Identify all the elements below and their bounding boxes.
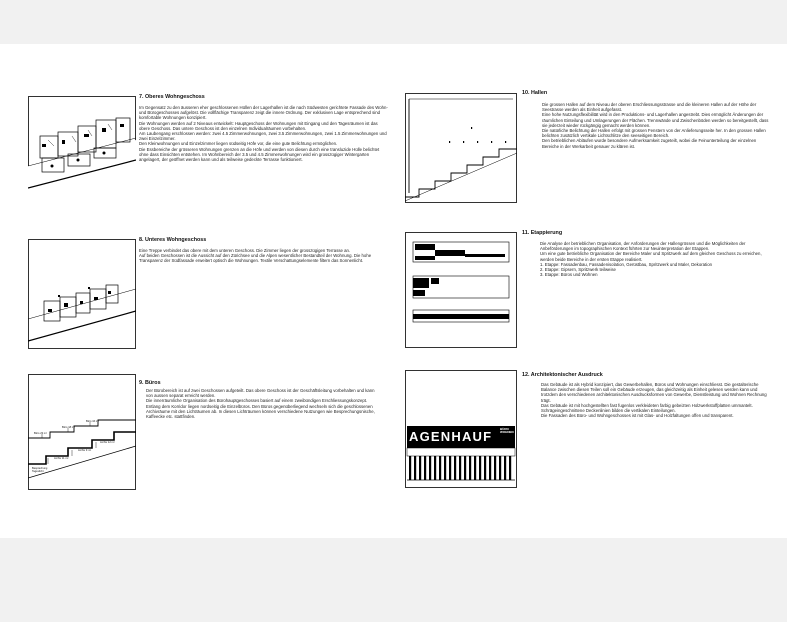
paragraph: Entlang dem Korridor liegen nordseitig die Einzelbüros. Den Büros gegenüberliegend wechseln sich die geschlossenen Archivräume mit den Lichträumen ab. In diesen Lichträumen können verschiedene Nutzungen wie Besprechungsnische, Kaffeecke etc. stattfinden. bbox=[146, 403, 375, 420]
paragraph: Den betrieblichen Abläufen wurde besondere Aufmerksamkeit zugeteilt, wobei die Feinunterteilung der einzelnen Bereiche in der Werkarbeit genauer zu klären ist. bbox=[542, 138, 757, 149]
office-label: Büro 18 m² bbox=[62, 426, 75, 429]
paragraph: Das Gebäude ist als Hybrid konzipiert, das Gewerbehallen, Büros und Wohnungen einschliesst. Die gestalterische Balance zwischen diesen Teilen soll ein Gebäude erzeugen, das gleichzeitig als Einheit gelesen werden kann und trotzdem den verschiedenen architektonischen Ausdrucksformen von Gewerbe, Dienstleistung und Wohnen Rechnung trägt. bbox=[541, 382, 767, 403]
paragraph: 1. Etappe: Fassadenbau, Fassadenisolation, Gerüstbau, Spritzwerk und Maler, Dekoration bbox=[540, 261, 712, 267]
paragraph: Die Fassaden des Büro- und Wohngeschosses ist mit Glas- und Holzfaltungen offen und transparent. bbox=[541, 413, 734, 419]
office-label: Archiv 9 m² bbox=[78, 449, 92, 452]
section-10-heading: 10. Hallen bbox=[522, 90, 548, 96]
section-8-heading: 8. Unteres Wohngeschoss bbox=[139, 237, 207, 243]
facade-elevation-figure bbox=[405, 370, 517, 488]
paragraph: Das Gebäude ist mit hochgestellten fast fugenlos verkleideten farbig gebeizten Holzwerkstoffplatten ummantelt. Schrägeingeschnittene Deckenlinien bilden die vertikalen Einteilungen. bbox=[541, 402, 753, 414]
facade-sign: AGENHAUF bbox=[409, 429, 493, 444]
phasing-diagram-figure bbox=[405, 232, 517, 348]
facade-small-sign: BÜRO WOHNEN bbox=[500, 427, 514, 435]
paragraph: Auf beiden Geschossen ist die Aussicht auf den Zürichsee und die Alpen wesentlicher Bestandteil der Wohnung. Die hohe Transparenz der Südfassade erweitert optisch die Wohnungen. Textile Verschattungselemente filtern das Sonnenlicht. bbox=[139, 253, 372, 264]
paragraph: Die natürliche Belichtung der Hallen erfolgt mit grossen Fenstern von der Anlieferungsseite her. In den grossen Hallen belichten zusätzlich vertikale Lichtschlitze den seeseitigen Bereich. bbox=[542, 128, 766, 139]
office-label: Besprechung Tageslicht bbox=[32, 467, 48, 473]
paragraph: Eine hohe Nutzungsflexibilität wird in den Produktions- und Lagerhallen angestrebt. Dies ermöglicht Änderungen der räumlichen Einteilung und Umlagerungen der Flächen. Trennwände und Zwischenböden werden so bereitgestellt, dass sie jederzeit wieder rückgängig gemacht werden können. bbox=[542, 112, 769, 128]
section-9-body bbox=[146, 388, 382, 419]
paragraph: Am Laubengang erschlossen werden: zwei 4.5 Zimmerwohnungen, zwei 3.5 Zimmerwohnungen, zwei 1.5 Zimmerwohnungen und zwei Einzelzimmer. bbox=[139, 131, 387, 142]
paragraph: Den Kleinwohnungen und Einzelzimmer liegen südseitig Höfe vor, die eine gute Belichtung ermöglichen. bbox=[139, 141, 338, 147]
offices-section-figure bbox=[28, 374, 136, 490]
paragraph: Eine Treppe verbindet das obere mit dem unteren Geschoss. Die Zimmer liegen der grosszügigen Terrasse an. bbox=[139, 248, 351, 253]
section-8-body bbox=[139, 248, 387, 264]
paragraph: Die Wohnungen werden auf 2 Niveaus entwickelt: Hauptgeschoss der Wohnungen mit Eingang und den Tagesräumen ist das obere Geschoss. Das untere Geschoss ist den einzelnen Individualräumen vorbehalten. bbox=[139, 120, 378, 131]
office-label: Archiv 11 m² bbox=[54, 457, 69, 460]
section-7-body bbox=[139, 105, 389, 162]
office-label: Büro 23 m² bbox=[34, 432, 47, 435]
paragraph: 2. Etappe: Gipsern, Spritzwerk teilweise bbox=[540, 267, 616, 273]
office-label: Büro 16 m² bbox=[86, 420, 99, 423]
paragraph: Um eine gute betriebliche Organisation der Bereiche Maler und Spritzwerk auf dem gleichen Geschoss zu erreichen, werden beide Bereiche in der ersten Etappe realisiert. bbox=[540, 251, 762, 262]
office-label: Archiv 12 m² bbox=[100, 441, 115, 444]
paragraph: 3. Etappe: Büros und Wohnen bbox=[540, 272, 598, 278]
paragraph: Die Analyse der betrieblichen Organisation, der Anforderungen der Hallengrössen und die Möglichkeiten der Anbeförderungen im topographischen Kontext führten zur Neuinterpretation der Etappen. bbox=[540, 241, 746, 252]
paragraph: Die innerräumliche Organisation des Bürohauptgeschosses basiert auf einem zweibündigen Erschliessungskonzept. bbox=[146, 398, 368, 404]
halls-section-figure bbox=[405, 93, 517, 203]
floor-plan-lower-figure bbox=[28, 239, 136, 349]
paragraph: Die Essbereiche der grösseren Wohnungen grenzen an die Höfe und werden von diesen durch eine transluzide Hülle belichtet ohne dass Einsichten entstehen. Im Wohnbereich der 3.5 und 4.5 Zimmerwohnungen wird ein grosszügiger Wintergarten angelagert, der geöffnet werden kann und als teilweise gedeckte Terrasse funktioniert. bbox=[139, 146, 380, 163]
section-11-heading: 11. Etappierung bbox=[522, 230, 563, 236]
section-9-heading: 9. Büros bbox=[139, 380, 161, 386]
section-12-body bbox=[541, 382, 771, 418]
paragraph: Der Bürobereich ist auf zwei Geschossen aufgeteilt. Das obere Geschoss ist der Geschäftsleitung vorbehalten und kann von aussen separat erreicht werden. bbox=[146, 388, 375, 399]
floor-plan-upper-figure bbox=[28, 96, 136, 206]
section-7-heading: 7. Oberes Wohngeschoss bbox=[139, 94, 205, 100]
paragraph: Im Gegensatz zu den äusseren eher geschlossenen Hüllen der Lagerhallen ist die nach Südwesten gerichtete Fassade des Wohn- und Bürogeschosses aufgelöst. Die vollflächige Transparenz zeigt die innere Ordnung. Der exklusiven Lage entsprechend sind komfortable Wohnungen konzipiert. bbox=[139, 105, 388, 121]
section-10-body bbox=[542, 102, 770, 149]
document-page bbox=[0, 44, 787, 538]
section-12-heading: 12. Architektonischer Ausdruck bbox=[522, 372, 603, 378]
paragraph: Die grossen Hallen auf dem Niveau der oberen Erschliessungsstrasse und die kleineren Hallen auf der Höhe der Seestrasse werden als Einheit aufgefasst. bbox=[542, 102, 757, 113]
section-11-body bbox=[540, 241, 770, 277]
